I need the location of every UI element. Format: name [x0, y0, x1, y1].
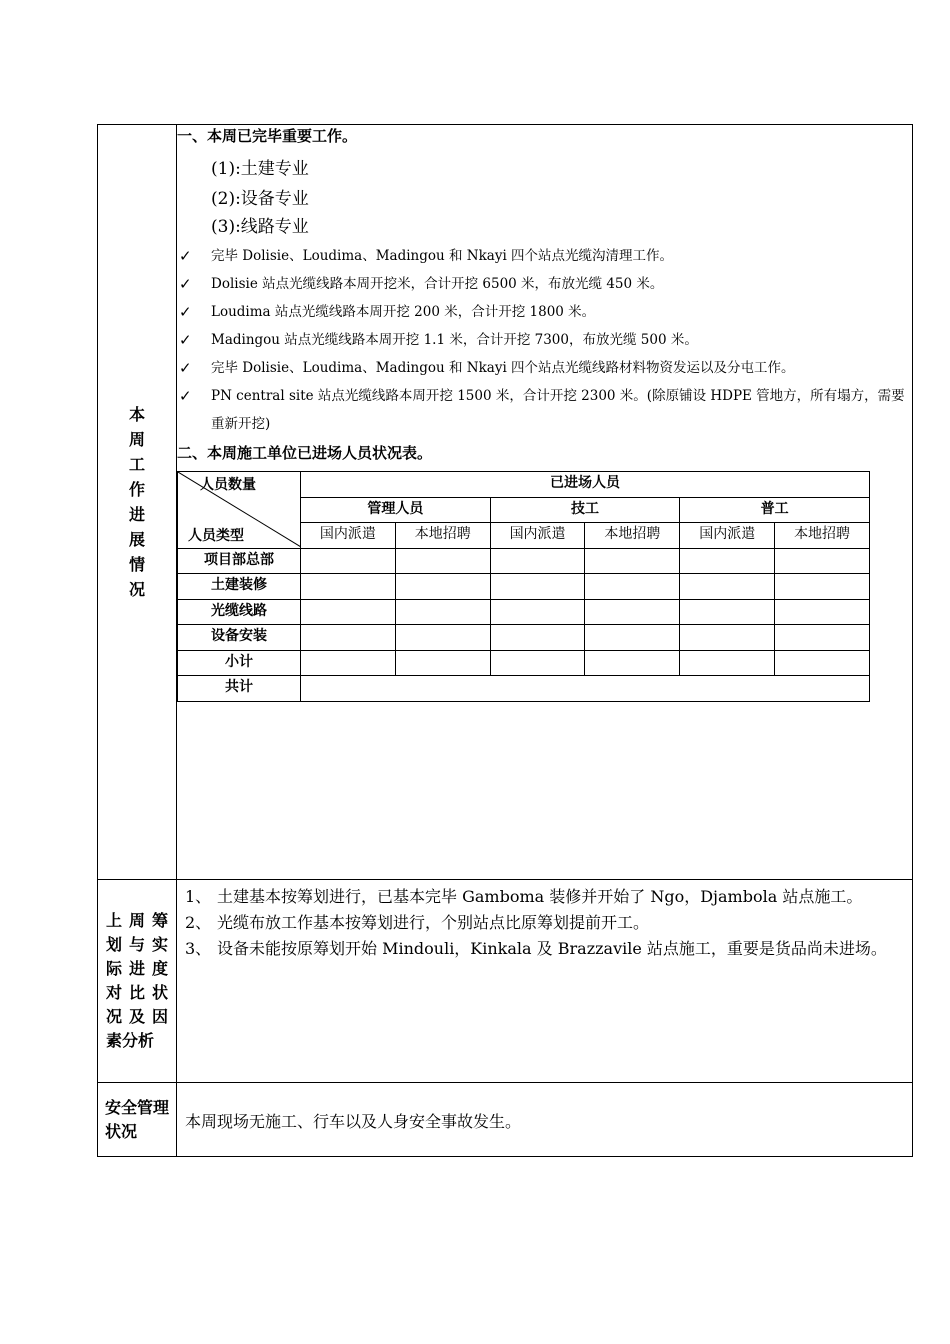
- subheader-cell: 国内派遣: [680, 523, 775, 549]
- safety-label-text: 安全管理状况: [105, 1097, 170, 1141]
- checkmark-icon: ✓: [179, 303, 192, 321]
- list-item: ✓ 完毕 Dolisie、Loudima、Madingou 和 Nkayi 四个站点光缆线路材料物资发运以及分屯工作。: [177, 354, 912, 382]
- list-item: 1、 土建基本按筹划进行，已基本完毕 Gamboma 装修并开始了 Ngo，Djambola 站点施工。: [185, 887, 863, 906]
- table-row: [178, 599, 870, 625]
- subheader-cell: 本地招聘: [775, 523, 870, 549]
- personnel-heading: 二、本周施工单位已进场人员状况表。: [177, 444, 433, 462]
- safety-content: [177, 1083, 913, 1157]
- safety-text: 本周现场无施工、行车以及人身安全事故发生。: [185, 1112, 522, 1131]
- subitem-civil: (1):土建专业: [211, 159, 309, 179]
- list-item: ✓ Dolisie 站点光缆线路本周开挖米，合计开挖 6500 米，布放光缆 450 米。: [177, 270, 912, 298]
- work-bullet-list: [177, 242, 912, 438]
- checkmark-icon: ✓: [179, 331, 192, 349]
- table-row: [178, 548, 870, 574]
- row-label: 光缆线路: [178, 599, 301, 625]
- diagonal-header-cell: [178, 472, 301, 549]
- category-header-technician: 技工: [490, 497, 680, 523]
- section-label-safety: [98, 1083, 177, 1157]
- completed-work-heading: 一、本周已完毕重要工作。: [177, 127, 358, 145]
- category-header-laborer: 普工: [680, 497, 870, 523]
- group-header: 已进场人员: [301, 472, 870, 498]
- checkmark-icon: ✓: [179, 275, 192, 293]
- progress-label-text: 本周工作进展情况: [129, 405, 146, 599]
- table-row: [178, 574, 870, 600]
- row-label: 项目部总部: [178, 548, 301, 574]
- comparison-content: [177, 880, 913, 1083]
- list-item: ✓ PN central site 站点光缆线路本周开挖 1500 米，合计开挖 2300 米。(除原铺设 HDPE 管地方，所有塌方，需要重新开挖): [177, 382, 912, 438]
- progress-content: [177, 125, 913, 880]
- corner-bottom-label: 人员类型: [188, 528, 244, 544]
- personnel-table: [177, 471, 870, 702]
- subheader-cell: 本地招聘: [585, 523, 680, 549]
- row-label: 设备安装: [178, 625, 301, 651]
- checkmark-icon: ✓: [179, 387, 192, 405]
- comparison-label-text: 上周筹划与实际进度对比状况及因素分析: [106, 911, 168, 1050]
- category-header-management: 管理人员: [301, 497, 491, 523]
- table-row: [178, 625, 870, 651]
- comparison-list: [177, 880, 912, 962]
- table-row: [178, 676, 870, 702]
- subitem-line: (3):线路专业: [211, 217, 309, 237]
- checkmark-icon: ✓: [179, 359, 192, 377]
- list-item: ✓ Loudima 站点光缆线路本周开挖 200 米，合计开挖 1800 米。: [177, 298, 912, 326]
- total-label: 共计: [178, 676, 301, 702]
- subheader-cell: 本地招聘: [395, 523, 490, 549]
- section-label-progress: [98, 125, 177, 880]
- list-item: ✓ 完毕 Dolisie、Loudima、Madingou 和 Nkayi 四个站点光缆沟清理工作。: [177, 242, 912, 270]
- row-label: 土建装修: [178, 574, 301, 600]
- list-item: 3、 设备未能按原筹划开始 Mindouli，Kinkala 及 Brazzavile 站点施工，重要是货品尚未进场。: [185, 939, 887, 958]
- section-label-comparison: [98, 880, 177, 1083]
- checkmark-icon: ✓: [179, 247, 192, 265]
- table-row: [178, 650, 870, 676]
- subheader-cell: 国内派遣: [301, 523, 396, 549]
- weekly-report-table: [97, 124, 913, 1157]
- subitem-equipment: (2):设备专业: [211, 189, 309, 209]
- row-label: 小计: [178, 650, 301, 676]
- subheader-cell: 国内派遣: [490, 523, 585, 549]
- list-item: ✓ Madingou 站点光缆线路本周开挖 1.1 米，合计开挖 7300，布放光缆 500 米。: [177, 326, 912, 354]
- corner-top-label: 人员数量: [200, 477, 256, 493]
- list-item: 2、 光缆布放工作基本按筹划进行，个别站点比原筹划提前开工。: [185, 913, 650, 932]
